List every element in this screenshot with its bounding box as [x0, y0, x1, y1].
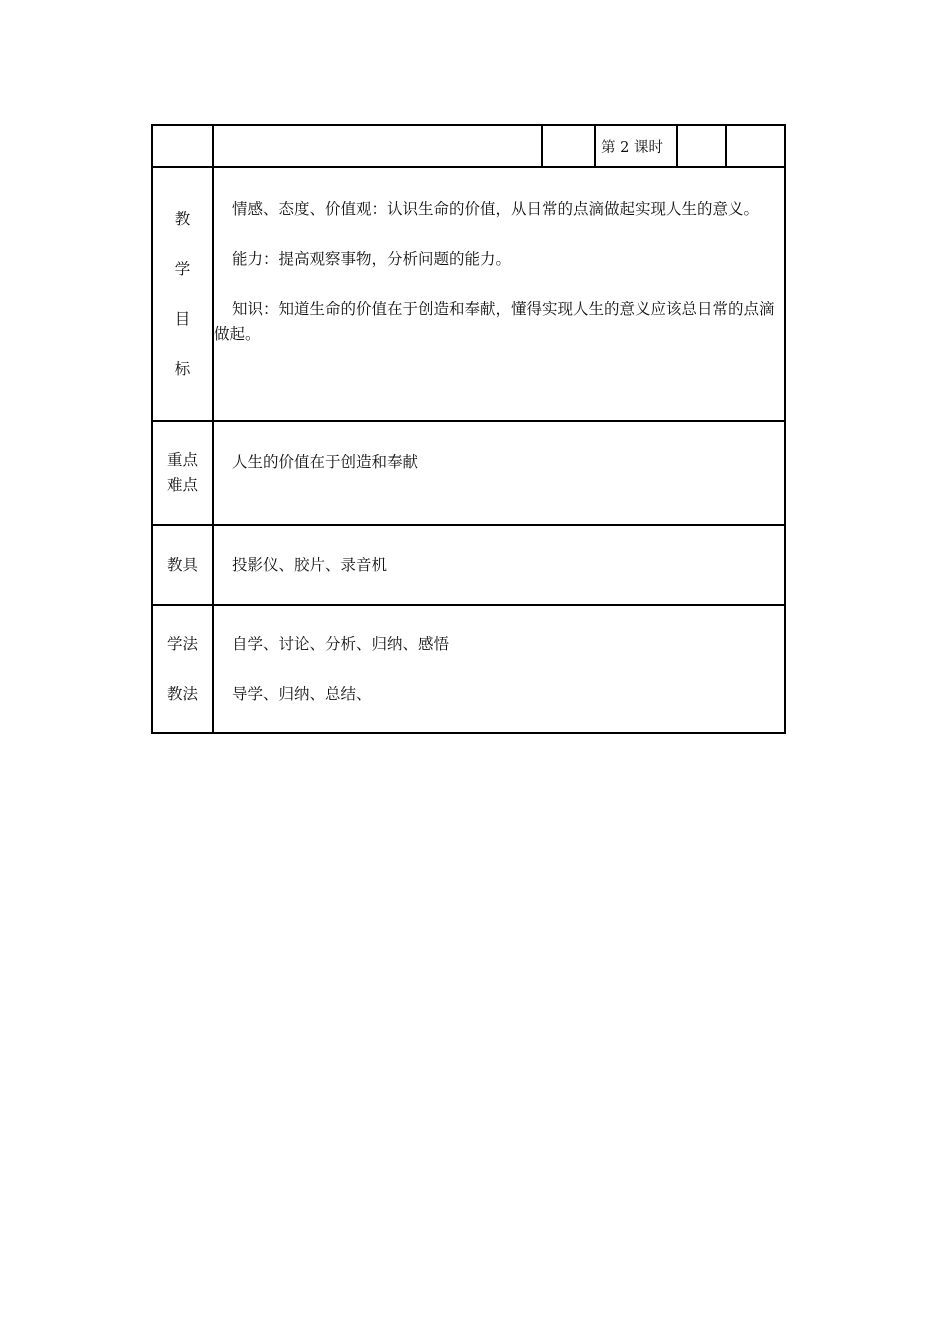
header-cell-1 — [152, 125, 213, 167]
header-cell-title — [213, 125, 542, 167]
objectives-label-char: 学 — [174, 260, 191, 278]
key-points-row — [152, 421, 785, 525]
key-points-label-line1: 重点 — [166, 451, 198, 469]
objectives-label-char: 教 — [174, 210, 191, 228]
methods-content — [213, 605, 785, 733]
teaching-aids-row — [152, 525, 785, 605]
learning-method-text: 自学、讨论、分析、归纳、感悟 — [232, 635, 450, 653]
teaching-method-text: 导学、归纳、总结、 — [232, 685, 372, 703]
learning-method-label: 学法 — [166, 635, 198, 653]
header-cell-6 — [726, 125, 785, 167]
key-points-text: 人生的价值在于创造和奉献 — [232, 453, 419, 471]
lesson-plan-table — [151, 124, 786, 734]
objectives-content — [213, 167, 785, 421]
key-points-label-line2: 难点 — [166, 476, 198, 494]
methods-label — [152, 605, 213, 733]
methods-row — [152, 605, 785, 733]
key-points-content — [213, 421, 785, 525]
key-points-label — [152, 421, 213, 525]
header-cell-5 — [677, 125, 726, 167]
objective-attitude: 情感、态度、价值观：认识生命的价值，从日常的点滴做起实现人生的意义。 — [232, 200, 760, 218]
header-row — [152, 125, 785, 167]
objective-knowledge: 知识：知道生命的价值在于创造和奉献，懂得实现人生的意义应该总日常的点滴做起。 — [214, 300, 775, 343]
objective-ability: 能力：提高观察事物，分析问题的能力。 — [232, 250, 512, 268]
objectives-row — [152, 167, 785, 421]
header-cell-3 — [542, 125, 595, 167]
teaching-aids-text: 投影仪、胶片、录音机 — [232, 555, 388, 574]
objectives-label-char: 目 — [174, 310, 191, 328]
teaching-aids-label: 教具 — [152, 525, 213, 605]
teaching-aids-content — [213, 525, 785, 605]
objectives-label — [152, 167, 213, 421]
period-label: 第 2 课时 — [595, 125, 677, 167]
teaching-method-label: 教法 — [166, 685, 198, 703]
objectives-label-char: 标 — [174, 360, 191, 378]
